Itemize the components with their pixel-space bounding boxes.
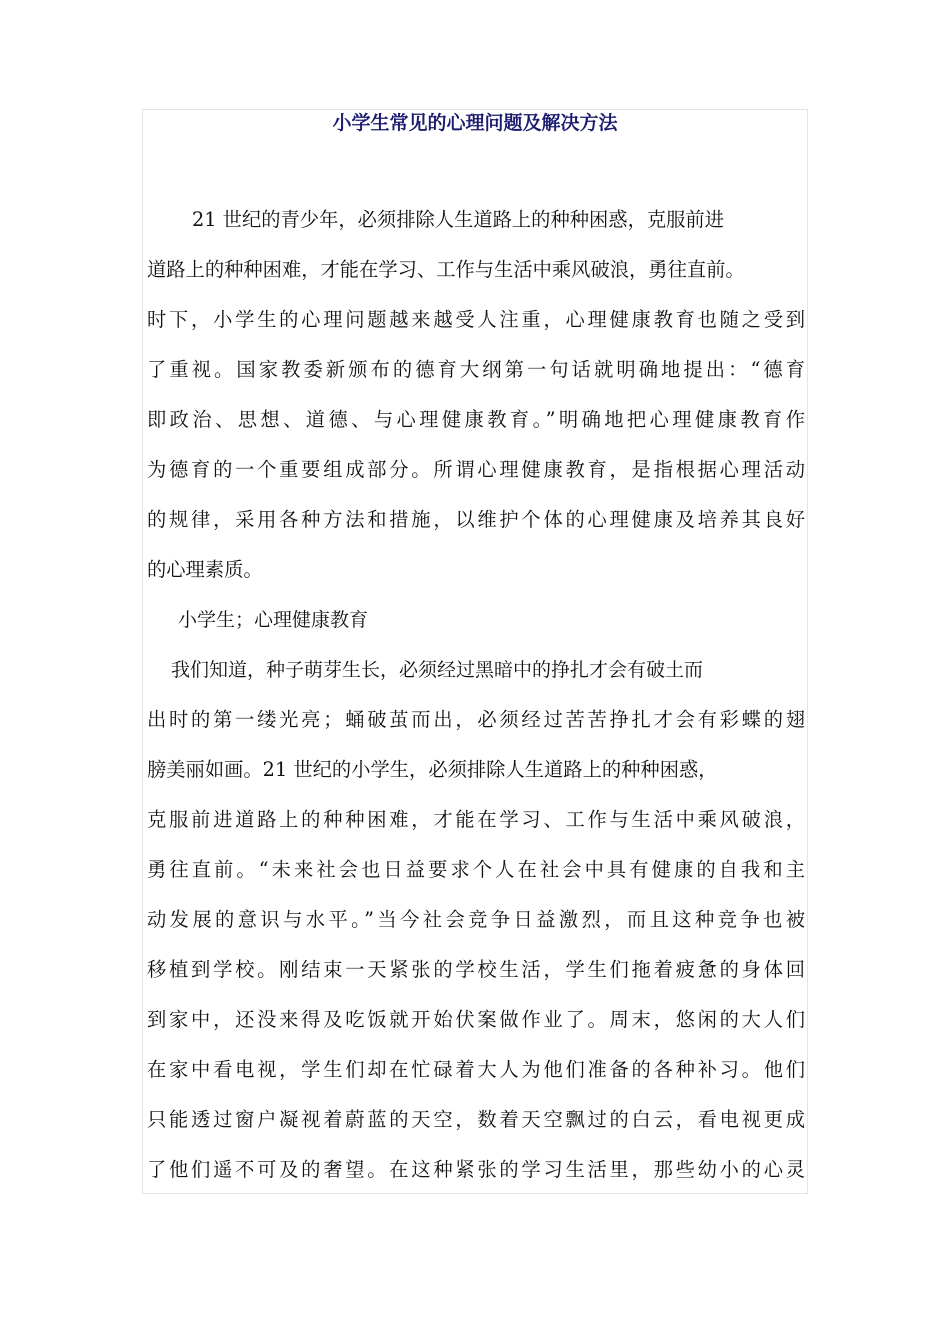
- paragraph-line: 了他们遥不可及的奢望。在这种紧张的学习生活里，那些幼小的心灵: [147, 1158, 805, 1181]
- paragraph-line: 出时的第一缕光亮；蛹破茧而出，必须经过苦苦挣扎才会有彩蝶的翅: [147, 708, 805, 731]
- paragraph-line: 21 世纪的青少年，必须排除人生道路上的种种困惑，克服前进: [192, 208, 724, 231]
- paragraph-line: 为德育的一个重要组成部分。所谓心理健康教育，是指根据心理活动: [147, 458, 805, 481]
- paragraph-line: 到家中，还没来得及吃饭就开始伏案做作业了。周末，悠闲的大人们: [147, 1008, 805, 1031]
- paragraph-line: 移植到学校。刚结束一天紧张的学校生活，学生们拖着疲惫的身体回: [147, 958, 805, 981]
- document-title: 小学生常见的心理问题及解决方法: [332, 112, 618, 134]
- paragraph-line: 了重视。国家教委新颁布的德育大纲第一句话就明确地提出：“德育: [147, 358, 805, 381]
- document-page: [142, 109, 808, 1194]
- paragraph-line: 的心理素质。: [147, 558, 263, 581]
- paragraph-line: 道路上的种种困难，才能在学习、工作与生活中乘风破浪，勇往直前。: [147, 258, 745, 281]
- paragraph-line: 即政治、思想、道德、与心理健康教育。”明确地把心理健康教育作: [147, 408, 805, 431]
- paragraph-line: 克服前进道路上的种种困难，才能在学习、工作与生活中乘风破浪，: [147, 808, 805, 831]
- paragraph-line: 时下，小学生的心理问题越来越受人注重，心理健康教育也随之受到: [147, 308, 805, 331]
- paragraph-line: 在家中看电视，学生们却在忙碌着大人为他们准备的各种补习。他们: [147, 1058, 805, 1081]
- keywords-line: 小学生；心理健康教育: [178, 609, 369, 631]
- paragraph-line: 膀美丽如画。21 世纪的小学生，必须排除人生道路上的种种困惑，: [147, 758, 718, 781]
- paragraph-line: 的规律，采用各种方法和措施，以维护个体的心理健康及培养其良好: [147, 508, 805, 531]
- paragraph-line: 我们知道，种子萌芽生长，必须经过黑暗中的挣扎才会有破土而: [171, 659, 704, 681]
- paragraph-line: 勇往直前。“未来社会也日益要求个人在社会中具有健康的自我和主: [147, 858, 805, 881]
- paragraph-line: 只能透过窗户凝视着蔚蓝的天空，数着天空飘过的白云，看电视更成: [147, 1108, 805, 1131]
- paragraph-line: 动发展的意识与水平。”当今社会竞争日益激烈，而且这种竞争也被: [147, 908, 805, 931]
